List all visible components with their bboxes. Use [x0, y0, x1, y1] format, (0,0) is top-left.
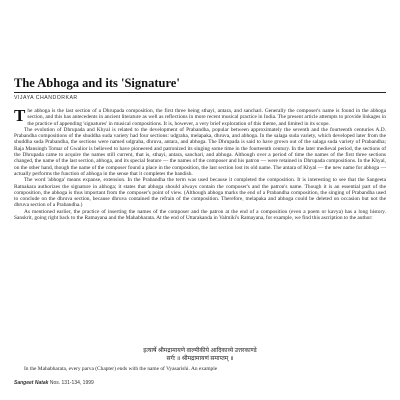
journal-issue: Nos. 131-134, 1999	[49, 380, 94, 386]
journal-name: Sangeet Natak	[14, 380, 49, 386]
verse-line-1: इत्यार्षे श्रीमद्रामायणे वाल्मीकीये आदिकाव्ये उत्तरकाण्डे	[143, 348, 257, 354]
drop-cap: T	[14, 106, 26, 125]
sanskrit-verse	[40, 348, 360, 363]
title-rule	[14, 92, 386, 93]
article-title: The Abhoga and its 'Signature'	[14, 76, 180, 90]
article-author: VIJAYA CHANDORKAR	[14, 95, 78, 101]
paragraph-3: The word 'abhoga' means expanse, extension. In the Prabandha the term was used because it completed the composition. It is interesting to see that the Sangeeta Ratnakara authorizes the signature in abhoga; it states that abhoga should always contain the composer's and the patron's name. Though it is an essential part of the composition, the abhoga is thus important from the composer's point of view. (Although abhoga marks the end of a Prabandha composition, the singing of Prabandha used to conclude on the dhruva section, because dhruva contained the refrain of the composition. Therefore, melapaka and abhoga could be deleted on occasion but not the dhruva section of a Prabandha.)	[14, 177, 386, 209]
verse-line-2: सर्गः ॥ श्रीमद्रामायणं समाप्तम् ॥	[166, 355, 234, 362]
paragraph-1	[14, 108, 386, 127]
paragraph-4: As mentioned earlier, the practice of inserting the names of the composer and the patron at the end of a composition (even a poem or kavya) has a long history. Sanskrit, going right back to the Ramayana and the Mahabharata. At the end of Uttarakanda in Valmiki's Ramayana, for example, we find this ascription to the author:	[14, 208, 386, 222]
closing-paragraph: In the Mahabharata, every parva (Chapter) ends with the name of Vyasarishi. An example	[24, 366, 218, 372]
page-footer	[14, 380, 94, 386]
article-body	[14, 108, 386, 221]
paragraph-2: The evolution of Dhrupada and Khyal is related to the development of Prabandha, popular between approximately the seventh and the fourteenth centuries A.D. Prabandha compositions of the shuddha suda variety had four sections: udgraha, melapaka, dhruva, and abhoga. In the salaga suda variety, which developed later from the shuddha suda Prabandha, the sections were named udgraha, dhruva, antara, and abhoga. The Dhrupada is said to have grown out of the salaga suda variety of Prabandha; Raja Mansingh Tomar of Gwalior is believed to have pioneered and patronized its singing some time in the fourteenth century. In the later medieval period, the sections of the Dhrupada came to acquire the names still current, that is, sthayi, antara, sanchari, and abhoga. Although over a period of time the names of the first three sections changed, the name of the last section, abhoga, and its special feature — the names of the composer and his patron — were retained in Dhrupada compositions. In the Khyal, on the other hand, though the name of the composer found a place in the composition, the last section lost its old name. The antara of Khyal — the new name for abhoga — actually performs the function of abhoga in the sense that it completes the bandish.	[14, 126, 386, 177]
paragraph-1-text: he abhoga is the last section of a Dhrupada composition, the first three being sthayi, antara, and sanchari. Generally the composer's name is found in the abhoga section, and this has antecedents in ancient literature as well as reflections in more recent musical practice in India. The present article attempts to provide linkages in the practice of appending 'signatures' in musical compositions. It is, however, a very brief exploration of this theme, and limited in its scope.	[27, 108, 386, 127]
